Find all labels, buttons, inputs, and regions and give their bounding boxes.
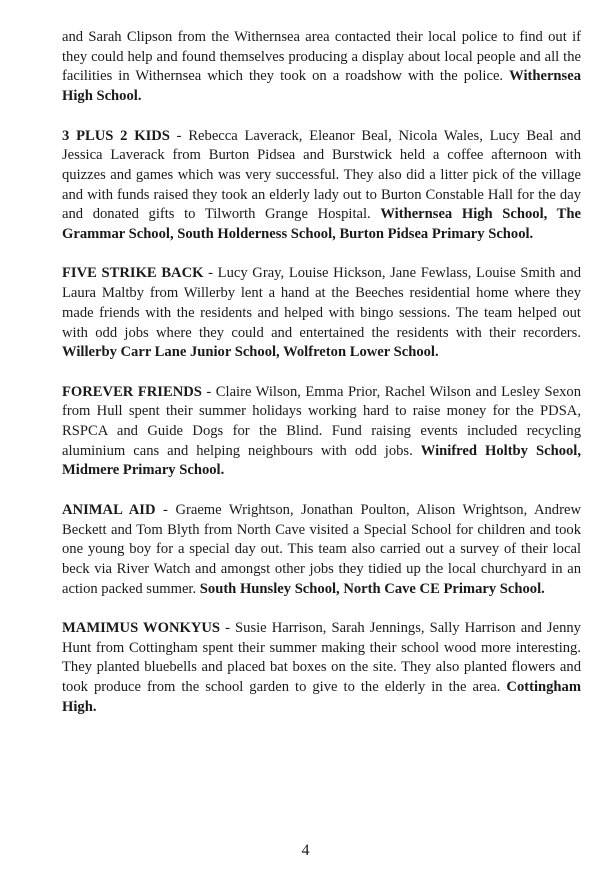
paragraph-animal-aid	[62, 501, 581, 600]
team-separator: -	[201, 383, 216, 400]
page-number: 4	[301, 842, 310, 859]
school-list: Withernsea High School.	[62, 68, 581, 105]
team-separator: -	[220, 620, 236, 637]
school-list: South Hunsley School, North Cave CE Primary School.	[199, 580, 545, 597]
paragraph-forever-friends	[62, 383, 581, 482]
team-name: FOREVER FRIENDS	[62, 383, 202, 400]
team-name: FIVE STRIKE BACK	[62, 265, 204, 282]
paragraph-body: Claire Wilson, Emma Prior, Rachel Wilson and Lesley Sexon from Hull spent their summer holidays working hard to raise money for the PDSA, RSPCA and Guide Dogs for the Blind. Fund raising events included recycling aluminium cans and helping neighbours with odd jobs.	[62, 383, 581, 459]
paragraph-3-plus-2-kids	[62, 127, 581, 245]
school-list: Winifred Holtby School, Midmere Primary School.	[62, 442, 581, 479]
page-body	[62, 28, 581, 737]
team-name: 3 PLUS 2 KIDS	[62, 127, 170, 144]
paragraph-body: Lucy Gray, Louise Hickson, Jane Fewlass, Louise Smith and Laura Maltby from Willerby lent a hand at the Beeches residential home where they made friends with the residents and helped with bingo sessions. The team helped out with odd jobs where they could and entertained the residents with their recorders.	[62, 265, 581, 341]
team-separator: -	[203, 265, 218, 282]
team-separator: -	[169, 127, 189, 144]
paragraph-withernsea-continued	[62, 28, 581, 107]
team-name: MAMIMUS WONKYUS	[62, 620, 221, 637]
paragraph-body: Rebecca Laverack, Eleanor Beal, Nicola Wales, Lucy Beal and Jessica Laverack from Burton Pidsea and Burstwick held a coffee afternoon with quizzes and games which was very successful. They also did a litter pick of the village and with funds raised they took an elderly lady out to Burton Constable Hall for the day and donated gifts to Tilworth Grange Hospital.	[62, 127, 581, 223]
paragraph-body: and Sarah Clipson from the Withernsea area contacted their local police to find out if they could help and found themselves producing a display about local people and all the facilities in Withernsea which they took on a roadshow with the police.	[62, 29, 581, 85]
school-list: Cottingham High.	[62, 679, 581, 715]
paragraph-body: Susie Harrison, Sarah Jennings, Sally Harrison and Jenny Hunt from Cottingham spent their summer making their school wood more interesting. They planted bluebells and placed bat boxes on the site. They also planted flowers and took produce from the school garden to give to the elderly in the area.	[62, 620, 581, 696]
team-separator: -	[155, 501, 176, 518]
paragraph-mamimus-wonkyus	[62, 619, 581, 718]
school-list: Willerby Carr Lane Junior School, Wolfreton Lower School.	[62, 344, 439, 361]
team-name: ANIMAL AID	[62, 501, 156, 518]
paragraph-five-strike-back	[62, 264, 581, 363]
school-list: Withernsea High School, The Grammar School, South Holderness School, Burton Pidsea Primary School.	[62, 206, 581, 243]
paragraph-body: Graeme Wrightson, Jonathan Poulton, Alison Wrightson, Andrew Beckett and Tom Blyth from North Cave visited a Special School for children and took one young boy for a special day out. This team also carried out a survey of their local beck via River Watch and amongst other jobs they tidied up the local churchyard in an action packed summer.	[62, 501, 581, 597]
